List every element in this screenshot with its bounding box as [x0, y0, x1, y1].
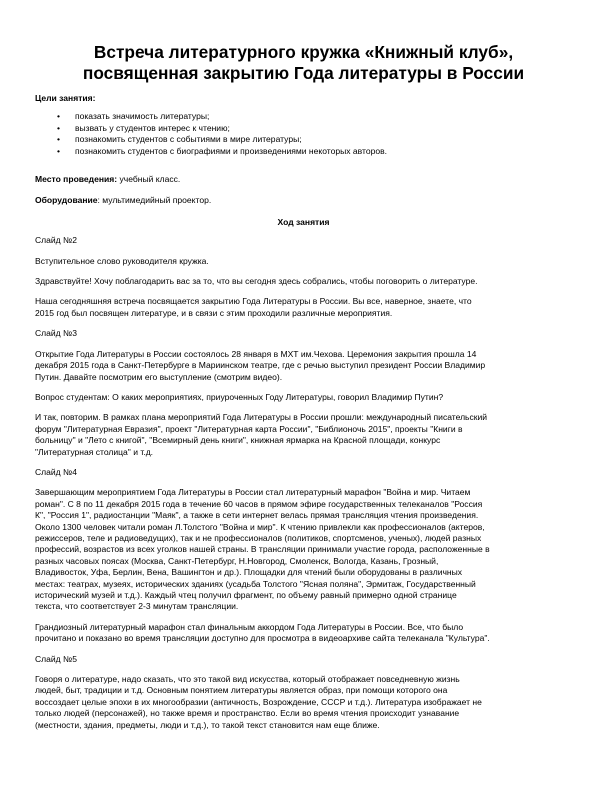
slide-2-greeting: Здравствуйте! Хочу поблагодарить вас за то, что вы сегодня здесь собрались, чтобы поговорить о литературе. [35, 276, 478, 287]
text-line: Грандиозный литературный марафон стал финальным аккордом Года Литературы в России. Все, что было [35, 621, 464, 632]
slide-2-label: Слайд №2 [35, 235, 77, 246]
text-line: людей, быт, традиции и т.д. Основным понятием литературы является образ, при помощи которого она [35, 685, 448, 696]
slide-3-label: Слайд №3 [35, 328, 77, 339]
text-line: форум "Литературная Евразия", проект "Литературная карта России", "Библионочь 2015", проекты "Книги в [35, 423, 463, 434]
title-line-1: Встреча литературного кружка «Книжный клуб», [93, 42, 514, 62]
text-line: Завершающим мероприятием Года Литературы в России стал литературный марафон "Война и мир. Читаем [35, 487, 471, 498]
slide-4-label: Слайд №4 [35, 466, 77, 477]
text-line: режиссеров, теле и радиоведущих), так и не профессионалов (политиков, спортсменов, ученых), людей разных [35, 532, 482, 543]
slide-4-finale-paragraph [35, 622, 572, 645]
slide-3-summary-paragraph [35, 412, 572, 458]
goal-item: • вызвать у студентов интерес к чтению; [75, 123, 572, 134]
text-line: Открытие Года Литературы в России состоялось 28 января в МХТ им.Чехова. Церемония закрытия прошла 14 [35, 348, 477, 359]
text-line: Владивосток, Уфа, Берлин, Вена, Вашингтон и др.). Площадки для чтений были оборудованы в различных [35, 567, 463, 578]
slide-5-paragraph [35, 674, 572, 731]
text-line: только людей (персонажей), но также время и пространство. Если во время чтения происходит узнавание [35, 708, 460, 719]
text-line: Около 1300 человек читали роман Л.Толстого "Война и мир". К чтению привлекли как профессионалов (актеров, [35, 521, 485, 532]
text-line: "Литературная столица" и т.д. [35, 446, 154, 457]
text-line: (местности, здания, предметы, люди и т.д.), то такой текст становится нам еще ближе. [35, 719, 380, 730]
text-line: роман". С 8 по 11 декабря 2015 года в течение 60 часов в прямом эфире государственных телеканалов "Россия [35, 498, 483, 509]
lesson-heading: Ход занятия [277, 216, 330, 227]
goals-label: Цели занятия: [35, 93, 96, 103]
slide-5-label: Слайд №5 [35, 653, 77, 664]
goal-item: • познакомить студентов с событиями в мире литературы; [75, 134, 572, 145]
equipment-value: : мультимедийный проектор. [97, 195, 212, 206]
text-line: больницу" и "Лето с книгой", "Всемирный день книги", книжная ярмарка на Красной площади, конкурс [35, 435, 441, 446]
document-title [35, 42, 572, 84]
slide-3-question: Вопрос студентам: О каких мероприятиях, приуроченных Году Литературы, говорил Владимир Путин? [35, 391, 444, 402]
goals-list [35, 111, 572, 157]
slide-4-marathon-paragraph [35, 487, 572, 612]
text-line: разных часовых поясах (Москва, Санкт-Петербург, Н.Новгород, Смоленск, Вологда, Казань, Грозный, [35, 555, 439, 566]
text-line: прочитано и показано во время трансляции доступно для просмотра в видеоархиве сайта телеканала "Культура". [35, 633, 490, 644]
title-line-2: посвященная закрытию Года литературы в России [82, 63, 525, 83]
slide-2-intro: Вступительное слово руководителя кружка. [35, 255, 209, 266]
venue-line [35, 174, 572, 185]
equipment-label: Оборудование [35, 195, 98, 206]
goal-item: • показать значимость литературы; [75, 111, 572, 122]
goal-item: • познакомить студентов с биографиями и произведениями некоторых авторов. [75, 146, 572, 157]
venue-value: учебный класс. [117, 174, 181, 185]
slide-2-paragraph [35, 296, 572, 319]
text-line: Путин. Давайте посмотрим его выступление (смотрим видео). [35, 371, 283, 382]
text-line: местах: театрах, музеях, исторических зданиях (усадьба Толстого "Ясная поляна", Эрмитаж, Государственный [35, 578, 476, 589]
equipment-line [35, 195, 572, 206]
text-line: 2015 год был посвящен литературе, и в связи с этим проходили различные мероприятия. [35, 307, 393, 318]
text-line: исторический музей и т.д.). Каждый чтец получил фрагмент, по объему равный примерно одной странице [35, 590, 457, 600]
text-line: Наша сегодняшняя встреча посвящается закрытию Года Литературы в России. Вы все, наверное, знаете, что [35, 296, 472, 307]
text-line: профессий, возрастов из всех уголков нашей страны. В трансляции принимали участие города, расположенные в [35, 544, 490, 555]
text-line: Говоря о литературе, надо сказать, что это такой вид искусства, который отображает повседневную жизнь [35, 674, 460, 685]
text-line: К", "Россия 1", радиостанции "Маяк", а также в сети интернет велась прямая трансляция чтения произведения. [35, 510, 479, 521]
text-line: воссоздает целые эпохи в их многообразии (античность, Возрождение, СССР и т.д.). Литература изображает не [35, 696, 482, 707]
slide-3-opening-paragraph [35, 349, 572, 383]
text-line: И так, повторим. В рамках плана мероприятий Года Литературы в России прошли: международный писательский [35, 412, 488, 423]
text-line: декабря 2015 года в Санкт-Петербурге в Мариинском театре, где с речью выступил президент России Владимир [35, 360, 486, 371]
venue-label: Место проведения: [35, 174, 118, 185]
text-line: текста, что соответствует 2-3 минутам трансляции. [35, 601, 239, 612]
